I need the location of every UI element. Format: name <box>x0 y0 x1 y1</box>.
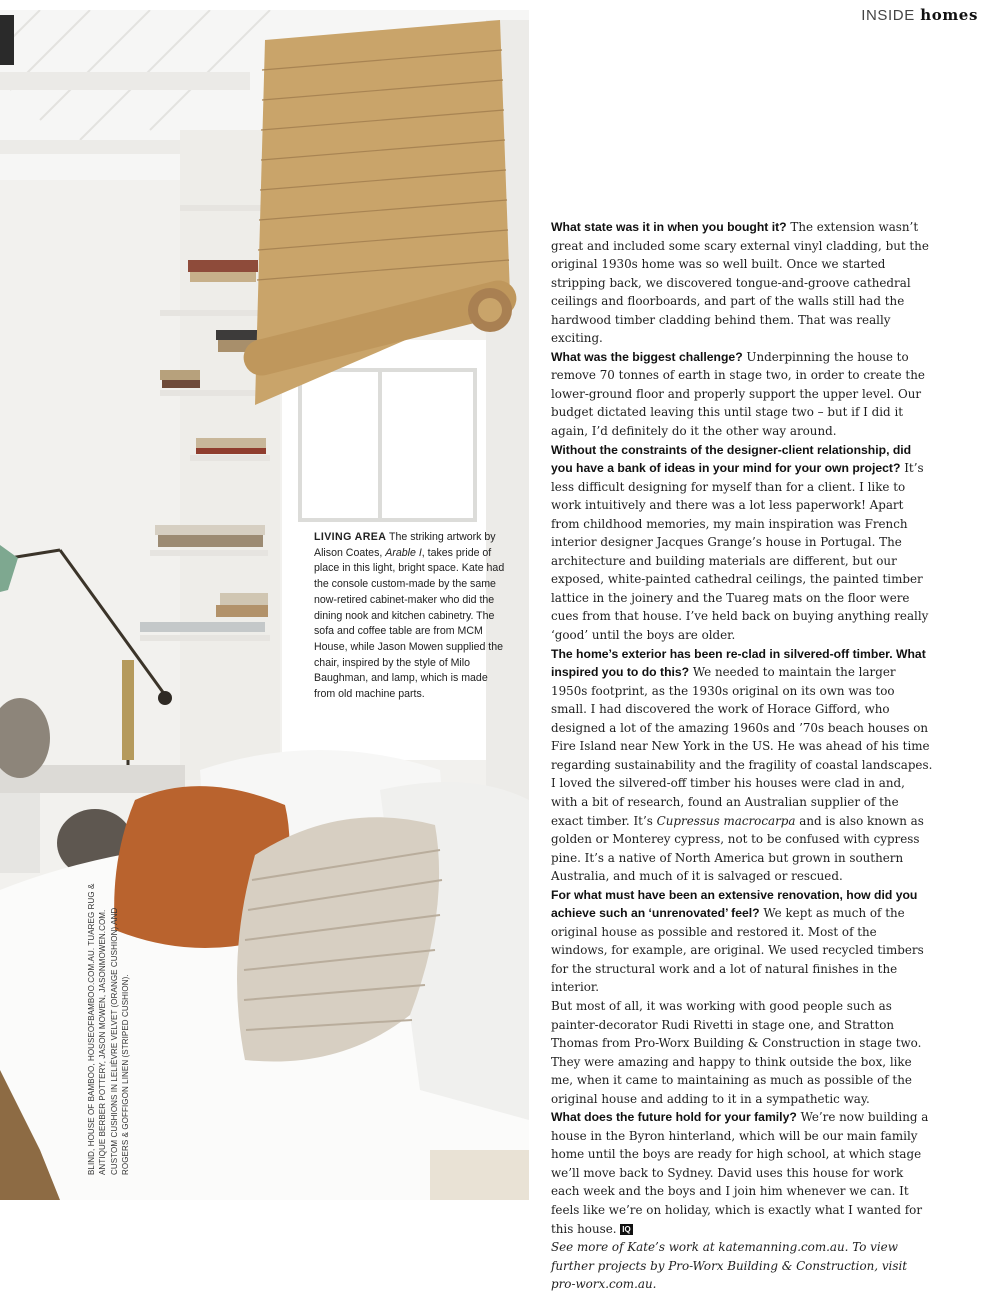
photo-caption <box>314 530 508 703</box>
qa-paragraph <box>551 348 933 441</box>
answer: We kept as much of the original house as possible and restored it. Most of the windows, for example, are original. We used recycled timbers for the structural work and a lot of natural finishes in the interior. <box>551 906 924 995</box>
answer: Underpinning the house to remove 70 tonnes of earth in stage two, in order to create the lower-ground floor and properly support the upper level. Our budget dictated leaving this until stage two – but if I did it again, I’d definitely do it the other way around. <box>551 349 925 439</box>
artwork-title: Arable I <box>385 546 422 559</box>
body-paragraph <box>551 997 933 1108</box>
photo-credit: BLIND, HOUSE OF BAMBOO, HOUSEOFBAMBOO.COM.AU. TUAREG RUG & ANTIQUE BERBER POTTERY, JASON MOWEN, JASONMOWEN.COM. CUSTOM CUSHIONS IN LELIÈVRE VELVET (ORANGE CUSHION) AND ROGERS & GOFFIGON LINEN (STRIPED CUSHION). <box>87 883 130 1175</box>
ceiling-light-fixture <box>0 15 14 65</box>
question: The home’s exterior has been re-clad in silvered-off timber. What inspired you to do this? <box>551 646 926 680</box>
answer: We needed to maintain the larger 1950s footprint, as the 1930s original on its own was too small. I had discovered the work of Horace Gifford, who designed a lot of the amazing 1960s and ’70s beach houses on Fire Island near New York in the US. He was ahead of his time regarding sustainability and the fragility of coastal landscapes. I loved the silvered-off timber his houses were clad in and, with a bit of research, found an Australian supplier of the exact timber. It’s <box>551 665 933 828</box>
question: For what must have been an extensive renovation, how did you achieve such an ‘unrenovated’ feel? <box>551 887 918 921</box>
question: Without the constraints of the designer-client relationship, did you have a bank of ideas in your mind for your own project? <box>551 442 912 476</box>
qa-paragraph <box>551 886 933 997</box>
answer: It’s less difficult designing for myself than for a client. I like to work intuitively and there was a lot less paperwork! Apart from childhood memories, my main inspiration was French interior designer Jacques Grange’s house in Portugal. The architecture and building materials are different, but our exposed, white-painted cathedral ceilings, the painted timber lattice in the joinery and the Tuareg mats on the floor were cues from that house. I’ve held back on buying anything really ‘good’ until the boys are older. <box>551 461 929 643</box>
answer: The extension wasn’t great and included some scary external vinyl cladding, but the original 1930s home was so well built. Once we started stripping back, we discovered tongue-and-groove cathedral ceilings and floorboards, and part of the walls still had the hardwood timber cladding behind them. That was really exciting. <box>551 220 929 346</box>
question: What was the biggest challenge? <box>551 349 743 364</box>
qa-paragraph <box>551 441 933 645</box>
qa-paragraph <box>551 218 933 348</box>
answer-continued: and is also known as golden or Monterey cypress, not to be confused with cypress pine. It’s a native of North America but grown in southern Australia, and much of it is salvaged or rescued. <box>551 813 924 884</box>
qa-paragraph <box>551 645 933 886</box>
article-footer-note: See more of Kate’s work at katemanning.com.au. To view further projects by Pro-Worx Building & Construction, visit pro-worx.com.au. <box>551 1240 908 1292</box>
end-mark: IQ <box>622 1224 631 1234</box>
section-label: INSIDE <box>861 7 915 24</box>
section-header <box>861 6 978 24</box>
answer: But most of all, it was working with good people such as painter-decorator Rudi Rivetti in stage one, and Stratton Thomas from Pro-Worx Building & Construction in stage two. They were amazing and happy to think outside the box, like me, when it came to maintaining as much as possible of the original house and adding to it in a sympathetic way. <box>551 998 922 1106</box>
article-body <box>551 218 933 1294</box>
caption-lead: LIVING AREA <box>314 531 387 543</box>
section-name: homes <box>920 6 978 24</box>
caption-text-after: , takes pride of place in this light, bright space. Kate had the console custom-made by the same now-retired cabinet-maker who did the dining nook and kitchen cabinetry. The sofa and coffee table are from MCM House, while Jason Mowen supplied the chair, inspired by the style of Milo Baughman, and lamp, which is made from old machine parts. <box>314 546 505 701</box>
question: What state was it in when you bought it? <box>551 220 787 234</box>
answer-italic: Cupressus macrocarpa <box>656 813 796 828</box>
qa-paragraph <box>551 1108 933 1238</box>
question: What does the future hold for your family? <box>551 1110 797 1125</box>
answer: We’re now building a house in the Byron hinterland, which will be our main family home until the boys are ready for high school, at which stage we’ll move back to Sydney. David uses this house for work each week and the boys and I join him whenever we can. It feels like we’re on holiday, which is exactly what I wanted for this house. <box>551 1110 929 1236</box>
caption-text-before: The striking artwork by Alison Coates, <box>314 531 496 559</box>
